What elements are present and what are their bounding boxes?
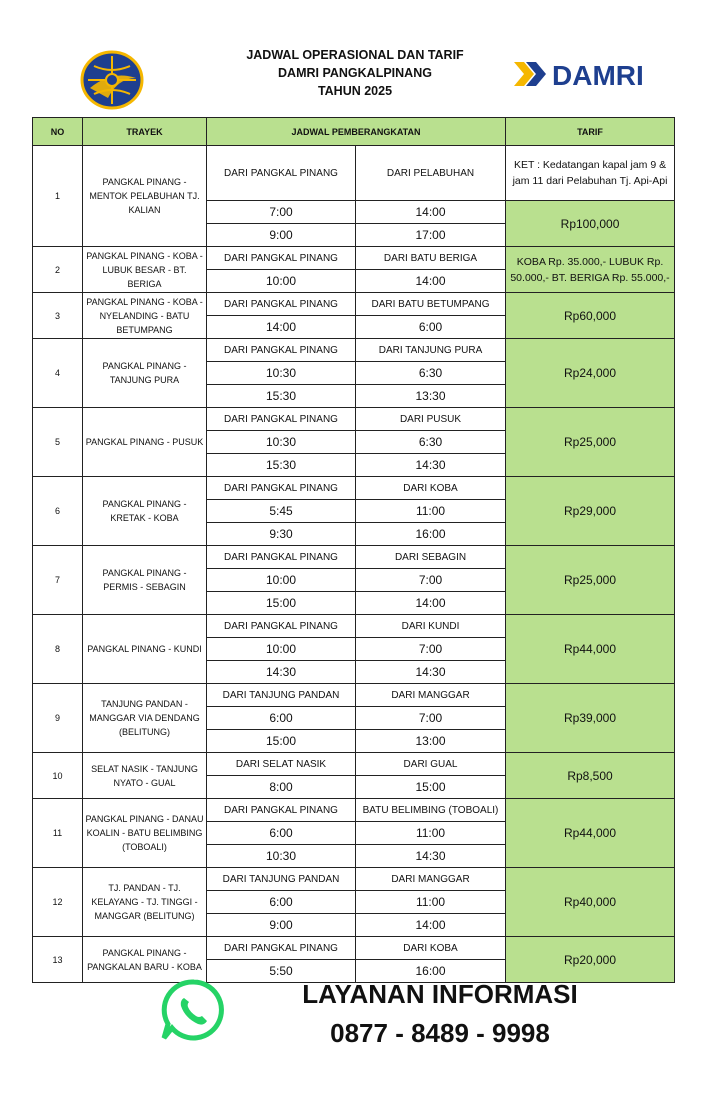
origin-direction: DARI PANGKAL PINANG [207,146,356,201]
return-time: 11:00 [356,891,506,914]
return-direction: DARI BATU BERIGA [356,247,506,270]
departure-time: 7:00 [207,201,356,224]
departure-time: 10:00 [207,569,356,592]
return-time: 14:00 [356,914,506,937]
route-fare: KOBA Rp. 35.000,- LUBUK Rp. 50.000,- BT. BERIGA Rp. 55.000,- [506,247,675,293]
origin-direction: DARI TANJUNG PANDAN [207,684,356,707]
route-number: 10 [33,753,83,799]
route-name: SELAT NASIK - TANJUNG NYATO - GUAL [83,753,207,799]
departure-time: 15:00 [207,592,356,615]
table-row [33,615,675,638]
route-fare: Rp40,000 [506,868,675,937]
return-direction: DARI GUAL [356,753,506,776]
table-row [33,937,675,960]
col-header-tarif: TARIF [506,118,675,146]
route-name: PANGKAL PINANG - TANJUNG PURA [83,339,207,408]
departure-time: 14:00 [207,316,356,339]
return-time: 11:00 [356,822,506,845]
return-direction: BATU BELIMBING (TOBOALI) [356,799,506,822]
return-time: 14:00 [356,270,506,293]
title-line-3: TAHUN 2025 [317,84,393,98]
table-row [33,146,675,201]
return-time: 14:00 [356,592,506,615]
route-note: KET : Kedatangan kapal jam 9 & jam 11 dari Pelabuhan Tj. Api-Api [506,146,675,201]
route-fare: Rp44,000 [506,615,675,684]
schedule-table [32,117,675,983]
return-time: 13:30 [356,385,506,408]
return-direction: DARI BATU BETUMPANG [356,293,506,316]
footer-phone: 0877 - 8489 - 9998 [330,1018,550,1048]
origin-direction: DARI PANGKAL PINANG [207,799,356,822]
return-direction: DARI KOBA [356,477,506,500]
origin-direction: DARI PANGKAL PINANG [207,937,356,960]
return-direction: DARI MANGGAR [356,868,506,891]
table-row [33,477,675,500]
route-name: TJ. PANDAN - TJ. KELAYANG - TJ. TINGGI - MANGGAR (BELITUNG) [83,868,207,937]
return-time: 14:30 [356,845,506,868]
route-number: 12 [33,868,83,937]
origin-direction: DARI PANGKAL PINANG [207,615,356,638]
return-time: 15:00 [356,776,506,799]
route-name: PANGKAL PINANG - PERMIS - SEBAGIN [83,546,207,615]
ministry-emblem-icon [78,48,146,112]
col-header-no: NO [33,118,83,146]
origin-direction: DARI PANGKAL PINANG [207,339,356,362]
return-direction: DARI SEBAGIN [356,546,506,569]
return-direction: DARI KOBA [356,937,506,960]
route-name: PANGKAL PINANG - KOBA - LUBUK BESAR - BT. BERIGA [83,247,207,293]
whatsapp-icon [158,978,230,1042]
route-number: 1 [33,146,83,247]
title-line-1: JADWAL OPERASIONAL DAN TARIF [246,48,464,62]
route-name: PANGKAL PINANG - PANGKALAN BARU - KOBA [83,937,207,983]
return-time: 14:00 [356,201,506,224]
origin-direction: DARI PANGKAL PINANG [207,247,356,270]
departure-time: 10:30 [207,845,356,868]
origin-direction: DARI PANGKAL PINANG [207,408,356,431]
title-line-2: DAMRI PANGKALPINANG [278,66,432,80]
route-fare: Rp29,000 [506,477,675,546]
table-row [33,339,675,362]
route-number: 13 [33,937,83,983]
table-row [33,408,675,431]
departure-time: 10:30 [207,431,356,454]
return-time: 7:00 [356,569,506,592]
return-direction: DARI MANGGAR [356,684,506,707]
return-time: 16:00 [356,523,506,546]
origin-direction: DARI SELAT NASIK [207,753,356,776]
route-fare: Rp39,000 [506,684,675,753]
departure-time: 9:30 [207,523,356,546]
departure-time: 5:50 [207,960,356,983]
table-row [33,247,675,270]
route-fare: Rp60,000 [506,293,675,339]
departure-time: 6:00 [207,707,356,730]
return-time: 6:30 [356,431,506,454]
table-row [33,546,675,569]
departure-time: 9:00 [207,224,356,247]
table-row [33,293,675,316]
table-row [33,799,675,822]
route-number: 4 [33,339,83,408]
departure-time: 9:00 [207,914,356,937]
schedule-body [33,146,675,983]
return-time: 7:00 [356,638,506,661]
document-title [190,46,520,100]
route-number: 6 [33,477,83,546]
route-fare: Rp100,000 [506,201,675,247]
col-header-trayek: TRAYEK [83,118,207,146]
return-time: 11:00 [356,500,506,523]
return-direction: DARI PELABUHAN [356,146,506,201]
return-time: 13:00 [356,730,506,753]
departure-time: 15:30 [207,454,356,477]
footer-title: LAYANAN INFORMASI [302,979,578,1009]
route-fare: Rp25,000 [506,546,675,615]
route-fare: Rp20,000 [506,937,675,983]
return-time: 6:00 [356,316,506,339]
return-direction: DARI TANJUNG PURA [356,339,506,362]
route-fare: Rp8,500 [506,753,675,799]
route-name: TANJUNG PANDAN - MANGGAR VIA DENDANG (BELITUNG) [83,684,207,753]
table-row [33,684,675,707]
departure-time: 10:00 [207,270,356,293]
route-number: 11 [33,799,83,868]
origin-direction: DARI TANJUNG PANDAN [207,868,356,891]
brand-name: DAMRI [552,60,644,91]
departure-time: 14:30 [207,661,356,684]
departure-time: 15:30 [207,385,356,408]
damri-chevron-icon [514,62,546,86]
return-time: 14:30 [356,454,506,477]
table-row [33,753,675,776]
page-header [0,0,706,116]
route-name: PANGKAL PINANG - KOBA - NYELANDING - BATU BETUMPANG [83,293,207,339]
route-fare: Rp44,000 [506,799,675,868]
return-time: 16:00 [356,960,506,983]
return-direction: DARI PUSUK [356,408,506,431]
route-name: PANGKAL PINANG - KRETAK - KOBA [83,477,207,546]
route-fare: Rp24,000 [506,339,675,408]
route-name: PANGKAL PINANG - PUSUK [83,408,207,477]
route-number: 2 [33,247,83,293]
departure-time: 10:00 [207,638,356,661]
departure-time: 15:00 [207,730,356,753]
return-time: 14:30 [356,661,506,684]
origin-direction: DARI PANGKAL PINANG [207,293,356,316]
route-number: 8 [33,615,83,684]
departure-time: 6:00 [207,891,356,914]
departure-time: 10:30 [207,362,356,385]
return-direction: DARI KUNDI [356,615,506,638]
origin-direction: DARI PANGKAL PINANG [207,477,356,500]
route-name: PANGKAL PINANG - MENTOK PELABUHAN TJ. KALIAN [83,146,207,247]
col-header-jadwal: JADWAL PEMBERANGKATAN [207,118,506,146]
table-header-row [33,118,675,146]
return-time: 7:00 [356,707,506,730]
route-name: PANGKAL PINANG - DANAU KOALIN - BATU BELIMBING (TOBOALI) [83,799,207,868]
departure-time: 5:45 [207,500,356,523]
route-number: 9 [33,684,83,753]
return-time: 17:00 [356,224,506,247]
origin-direction: DARI PANGKAL PINANG [207,546,356,569]
route-number: 3 [33,293,83,339]
departure-time: 6:00 [207,822,356,845]
return-time: 6:30 [356,362,506,385]
route-number: 7 [33,546,83,615]
route-name: PANGKAL PINANG - KUNDI [83,615,207,684]
route-number: 5 [33,408,83,477]
departure-time: 8:00 [207,776,356,799]
table-row [33,868,675,891]
damri-logo [512,56,662,92]
route-fare: Rp25,000 [506,408,675,477]
